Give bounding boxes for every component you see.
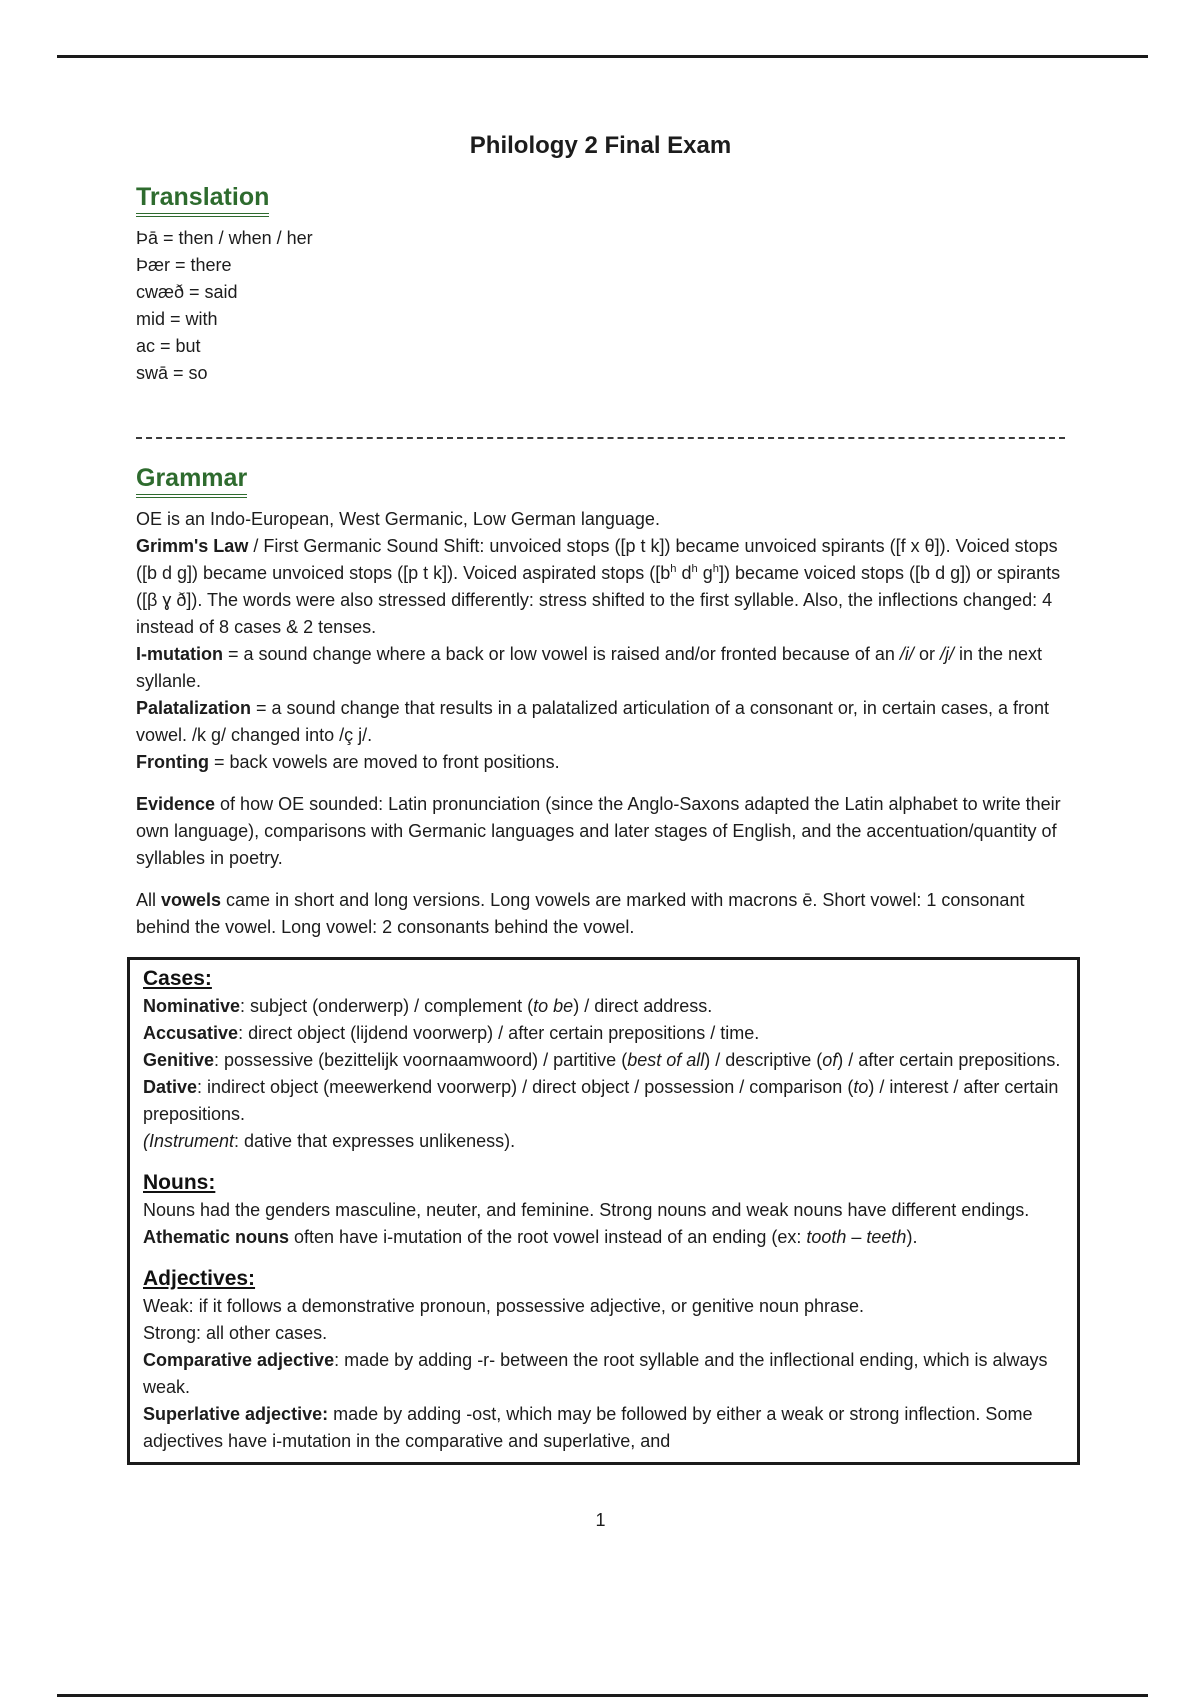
document-page — [136, 0, 1065, 1534]
translation-item: Þā = then / when / her — [136, 228, 313, 248]
translation-item: swā = so — [136, 363, 208, 383]
grammar-section-heading-row — [136, 463, 1065, 498]
translation-item: cwæð = said — [136, 282, 238, 302]
cases-item: (Instrument: dative that expresses unlikeness). — [143, 1131, 516, 1151]
translation-section-heading-row — [136, 182, 1065, 217]
grammar-paragraph: Grimm's Law / First Germanic Sound Shift: unvoiced stops ([p t k]) became unvoiced spirants ([f x θ]). Voiced stops ([b d g]) became unvoiced stops ([p t k]). Voiced aspirated stops ([$b^h$ $d^h$ $g^h$]) became voiced stops ([b d g]) or spirants ([β ɣ ð]). The words were also stressed differently: stress shifted to the first syllable. Also, the inflections changed: 4 instead of 8 cases & 2 tenses. — [136, 536, 1061, 637]
translation-list — [136, 225, 1065, 387]
cases-item: Nominative: subject (onderwerp) / complement (to be) / direct address. — [143, 996, 713, 1016]
translation-item: ac = but — [136, 336, 201, 356]
cases-item: Dative: indirect object (meewerkend voorwerp) / direct object / possession / comparison (to) / interest / after certain prepositions. — [143, 1077, 1059, 1124]
section-separator — [136, 437, 1065, 439]
bottom-page-rule — [57, 1694, 1148, 1697]
grammar-heading: Grammar — [136, 463, 247, 498]
cases-heading: Cases: — [143, 967, 212, 990]
nouns-paragraph: Nouns had the genders masculine, neuter, and feminine. Strong nouns and weak nouns have different endings. Athematic nouns often have i-mutation of the root vowel instead of an ending (ex: tooth – teeth). — [143, 1200, 1030, 1247]
grammar-paragraph: Palatalization = a sound change that results in a palatalized articulation of a consonant or, in certain cases, a front vowel. /k g/ changed into /ç j/. — [136, 698, 1050, 745]
cases-item: Accusative: direct object (lijdend voorwerp) / after certain prepositions / time. — [143, 1023, 760, 1043]
document-title: Philology 2 Final Exam — [469, 132, 732, 159]
grammar-paragraph: I-mutation = a sound change where a back or low vowel is raised and/or fronted because of an /i/ or /j/ in the next syllanle. — [136, 644, 1043, 691]
adjectives-paragraph: Strong: all other cases. — [143, 1323, 328, 1343]
grammar-paragraph: Fronting = back vowels are moved to front positions. — [136, 752, 560, 772]
adjectives-paragraph: Superlative adjective: made by adding -ost, which may be followed by either a weak or strong inflection. Some adjectives have i-mutation in the comparative and superlative, and — [143, 1404, 1033, 1451]
translation-item: mid = with — [136, 309, 218, 329]
cases-item: Genitive: possessive (bezittelijk voornaamwoord) / partitive (best of all) / descriptive (of) / after certain prepositions. — [143, 1050, 1061, 1070]
nouns-heading: Nouns: — [143, 1171, 216, 1194]
evidence-paragraph: Evidence of how OE sounded: Latin pronunciation (since the Anglo-Saxons adapted the Latin alphabet to write their own language), comparisons with Germanic languages and later stages of English, and the accentuation/quantity of syllables in poetry. — [136, 794, 1061, 868]
adjectives-heading: Adjectives: — [143, 1267, 256, 1290]
vowels-paragraph: All vowels came in short and long versions. Long vowels are marked with macrons ē. Short vowel: 1 consonant behind the vowel. Long vowel: 2 consonants behind the vowel. — [136, 890, 1025, 937]
translation-heading: Translation — [136, 182, 269, 217]
adjectives-paragraph: Comparative adjective: made by adding -r- between the root syllable and the inflectional ending, which is always weak. — [143, 1350, 1048, 1397]
grammar-notes-box — [127, 957, 1080, 1465]
page-number: 1 — [595, 1510, 606, 1530]
adjectives-paragraph: Weak: if it follows a demonstrative pronoun, possessive adjective, or genitive noun phrase. — [143, 1296, 865, 1316]
grammar-paragraph: OE is an Indo-European, West Germanic, Low German language. — [136, 509, 660, 529]
translation-item: Þær = there — [136, 255, 232, 275]
